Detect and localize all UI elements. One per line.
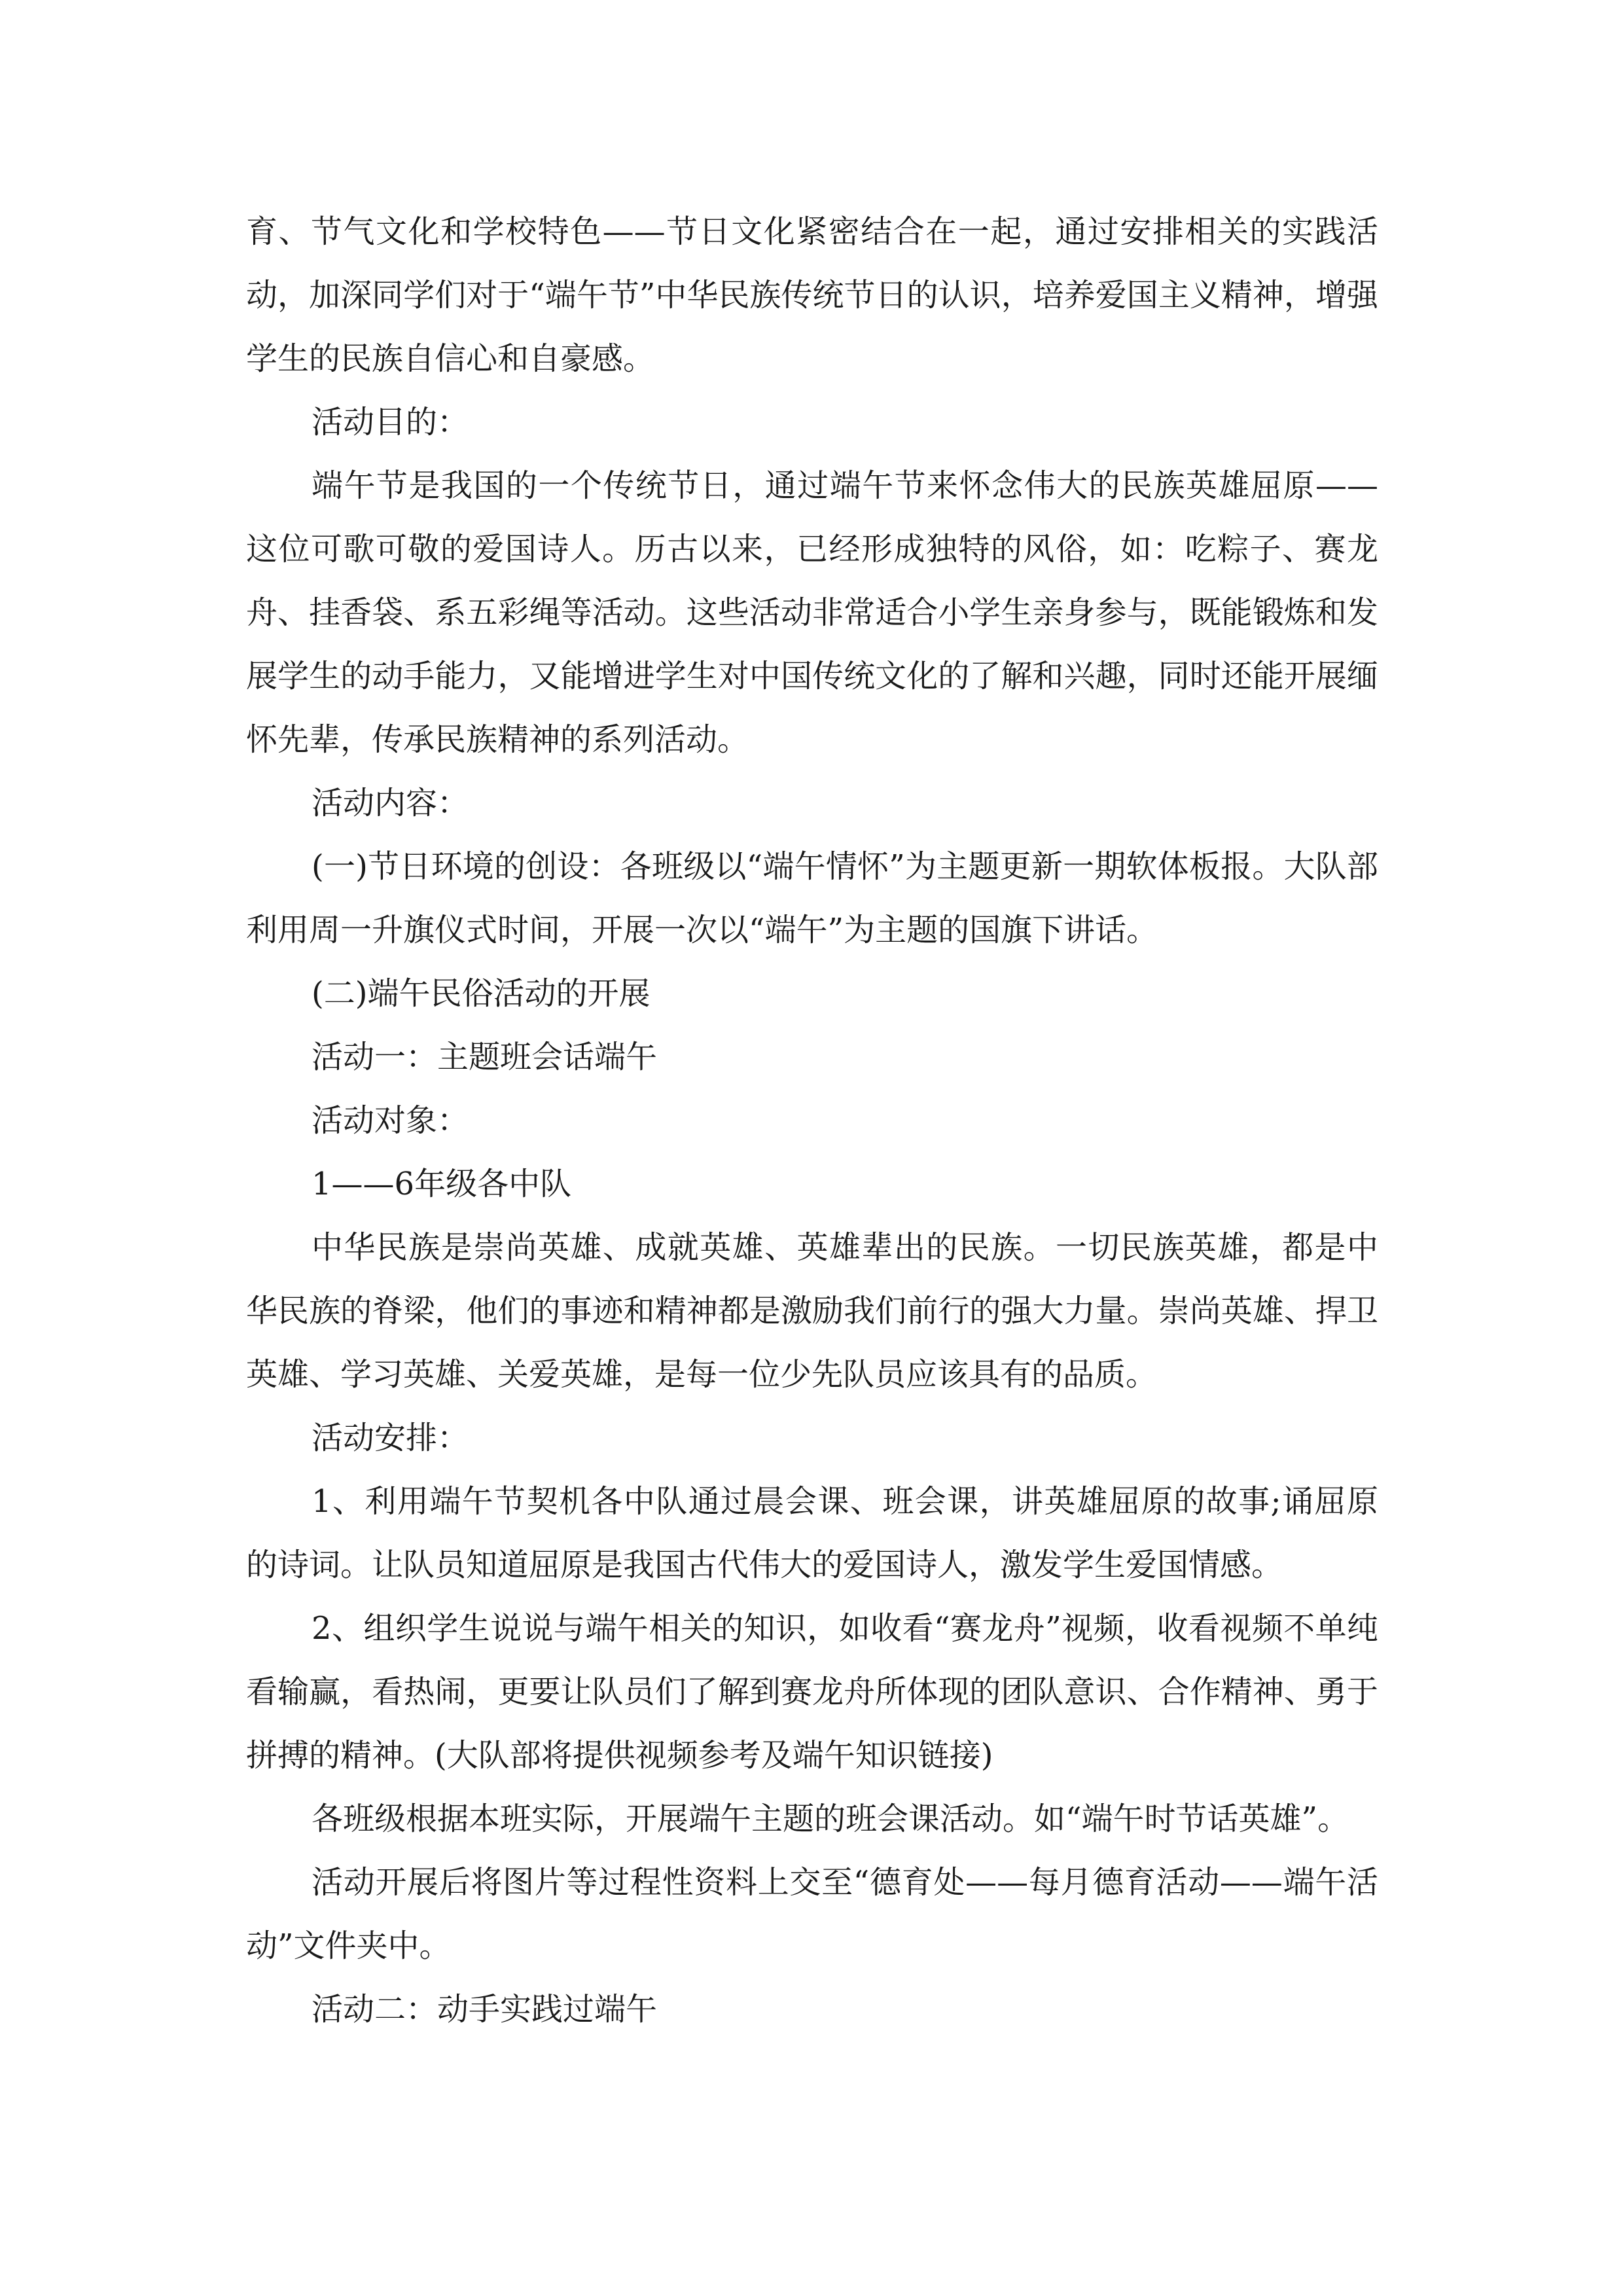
heading-folk-activities: (二)端午民俗活动的开展 <box>312 975 651 1012</box>
heading-activity-content: 活动内容： <box>312 785 469 821</box>
heading-activity-two: 活动二：动手实践过端午 <box>312 1991 658 2028</box>
paragraph-submission: 活动开展后将图片等过程性资料上交至“德育处——每月德育活动——端午活动”文件夹中。 <box>246 1864 1378 1964</box>
paragraph-arrangement-1: 1、利用端午节契机各中队通过晨会课、班会课，讲英雄屈原的故事;诵屈原的诗词。让队员知道屈原是我国古代伟大的爱国诗人，激发学生爱国情感。 <box>246 1483 1378 1583</box>
paragraph-purpose: 端午节是我国的一个传统节日，通过端午节来怀念伟大的民族英雄屈原——这位可歌可敬的爱国诗人。历古以来，已经形成独特的风俗，如：吃粽子、赛龙舟、挂香袋、系五彩绳等活动。这些活动非常适合小学生亲身参与，既能锻炼和发展学生的动手能力，又能增进学生对中国传统文化的了解和兴趣，同时还能开展缅怀先辈，传承民族精神的系列活动。 <box>246 467 1378 758</box>
heading-activity-purpose: 活动目的： <box>312 404 469 440</box>
heading-activity-target: 活动对象： <box>312 1102 469 1139</box>
document-page <box>246 200 1378 2041</box>
paragraph-arrangement-2: 2、组织学生说说与端午相关的知识，如收看“赛龙舟”视频，收看视频不单纯看输赢，看热闹，更要让队员们了解到赛龙舟所体现的团队意识、合作精神、勇于拼搏的精神。(大队部将提供视频参考及端午知识链接) <box>246 1610 1378 1774</box>
heading-activity-arrangement: 活动安排： <box>312 1420 469 1456</box>
paragraph-environment: (一)节日环境的创设：各班级以“端午情怀”为主题更新一期软体板报。大队部利用周一升旗仪式时间，开展一次以“端午”为主题的国旗下讲话。 <box>246 848 1378 948</box>
paragraph-class-activity: 各班级根据本班实际，开展端午主题的班会课活动。如“端午时节话英雄”。 <box>312 1801 1349 1837</box>
heading-activity-one: 活动一：主题班会话端午 <box>312 1039 658 1075</box>
paragraph-intro-continued: 育、节气文化和学校特色——节日文化紧密结合在一起，通过安排相关的实践活动，加深同学们对于“端午节”中华民族传统节日的认识，培养爱国主义精神，增强学生的民族自信心和自豪感。 <box>246 213 1378 377</box>
paragraph-heroes: 中华民族是崇尚英雄、成就英雄、英雄辈出的民族。一切民族英雄，都是中华民族的脊梁，他们的事迹和精神都是激励我们前行的强大力量。崇尚英雄、捍卫英雄、学习英雄、关爱英雄，是每一位少先队员应该具有的品质。 <box>246 1229 1378 1393</box>
text-grade-range: 1——6年级各中队 <box>312 1166 572 1202</box>
